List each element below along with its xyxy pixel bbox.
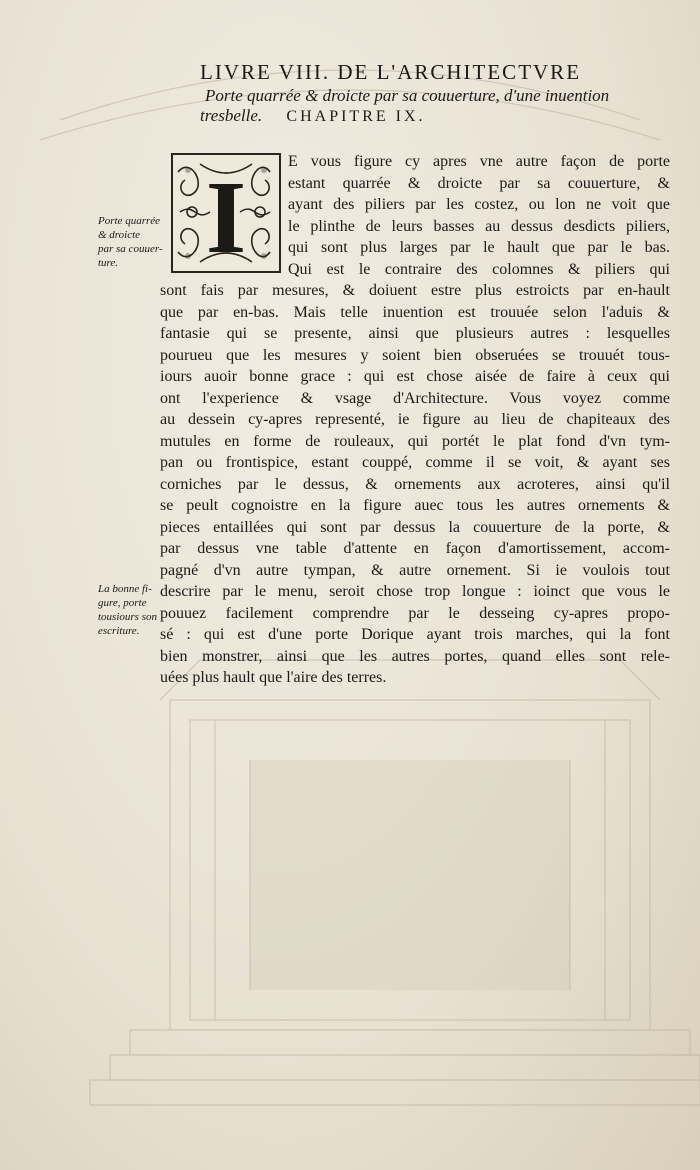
margin-note-line: La bonne fi-	[98, 583, 152, 595]
body-line: pouuez facilement comprendre par le desseing cy-apres propo-	[160, 604, 670, 622]
body-line: pagné d'vn autre tympan, & autre ornement. Si ie voulois tout	[160, 561, 670, 579]
body-line: que par en-bas. Mais telle inuention est trouuée selon l'aduis &	[160, 303, 670, 321]
margin-note-bonne-figure	[98, 582, 157, 638]
chapter-heading-line-1: Porte quarrée & droicte par sa couuerture, d'une inuention	[205, 86, 610, 105]
body-line: sé : qui est d'une porte Dorique ayant trois marches, qui la font	[160, 626, 670, 643]
body-line: fantasie qui se presente, ainsi que plusieurs autres : lesquelles	[160, 325, 670, 342]
margin-note-porte-quarree	[98, 214, 163, 270]
body-line: Qui est le contraire des colomnes & piliers qui	[288, 260, 670, 278]
margin-note-line: ture.	[98, 257, 119, 269]
body-line: pieces entaillées qui sont par dessus la couuerture de la porte, &	[160, 518, 670, 536]
margin-note-line: escriture.	[98, 625, 140, 637]
body-line: le plinthe de leurs basses au dessus desdicts piliers,	[288, 217, 670, 235]
body-line: par dessus vne table d'attente en façon d'amortissement, accom-	[160, 540, 670, 557]
margin-note-line: tousiours son	[98, 611, 157, 623]
body-line: se peult cognoistre en la figure auec tous les autres ornements &	[160, 497, 670, 514]
body-line: qui sont plus larges par le hault que par le bas.	[288, 239, 670, 256]
chapter-heading	[180, 86, 660, 127]
initial-glyph: I	[205, 160, 247, 274]
body-line: pourueu que les mesures y soient bien obseruées se trouuét tous-	[160, 346, 670, 364]
body-line: mutules en forme de rouleaux, qui portét le plat fond d'vn tym-	[160, 432, 670, 450]
chapter-label: CHAPITRE IX.	[286, 108, 426, 125]
margin-note-line: Porte quarrée	[98, 215, 161, 227]
body-line: sont fais par mesures, & doiuent estre plus estroicts par en-hault	[160, 282, 670, 299]
margin-note-line: par sa couuer-	[98, 243, 163, 255]
body-line: bien monstrer, ainsi que les autres portes, quand elles sont rele-	[160, 647, 670, 665]
body-line: corniches par le dessus, & ornements aux acroteres, ainsi qu'il	[160, 475, 670, 493]
body-line: uées plus hault que l'aire des terres.	[160, 669, 387, 686]
chapter-heading-line-2: tresbelle.	[200, 106, 263, 125]
body-line: au dessein cy-apres representé, ie figure au lieu de chapiteaux des	[160, 411, 670, 428]
body-line: descrire par le menu, seroit chose trop longue : ioinct que vous le	[160, 583, 670, 600]
running-title: LIVRE VIII. DE L'ARCHITECTVRE	[200, 60, 582, 84]
body-line: pan ou frontispice, estant couppé, comme il se voit, & ayant ses	[160, 454, 670, 471]
body-line: estant quarrée & droicte par sa couuerture, &	[288, 174, 670, 192]
body-line: ayant des piliers par les costez, ou lon ne voit que	[288, 196, 670, 213]
margin-note-line: gure, porte	[98, 597, 147, 609]
body-text	[160, 151, 670, 689]
margin-note-line: & droicte	[98, 229, 141, 241]
body-line: iours auoir bonne grace : qui est chose aisée de faire à ceux qui	[160, 368, 670, 385]
body-line: ont l'experience & vsage d'Architecture. Vous voyez comme	[160, 389, 670, 407]
body-line: E vous figure cy apres vne autre façon de porte	[288, 153, 670, 170]
